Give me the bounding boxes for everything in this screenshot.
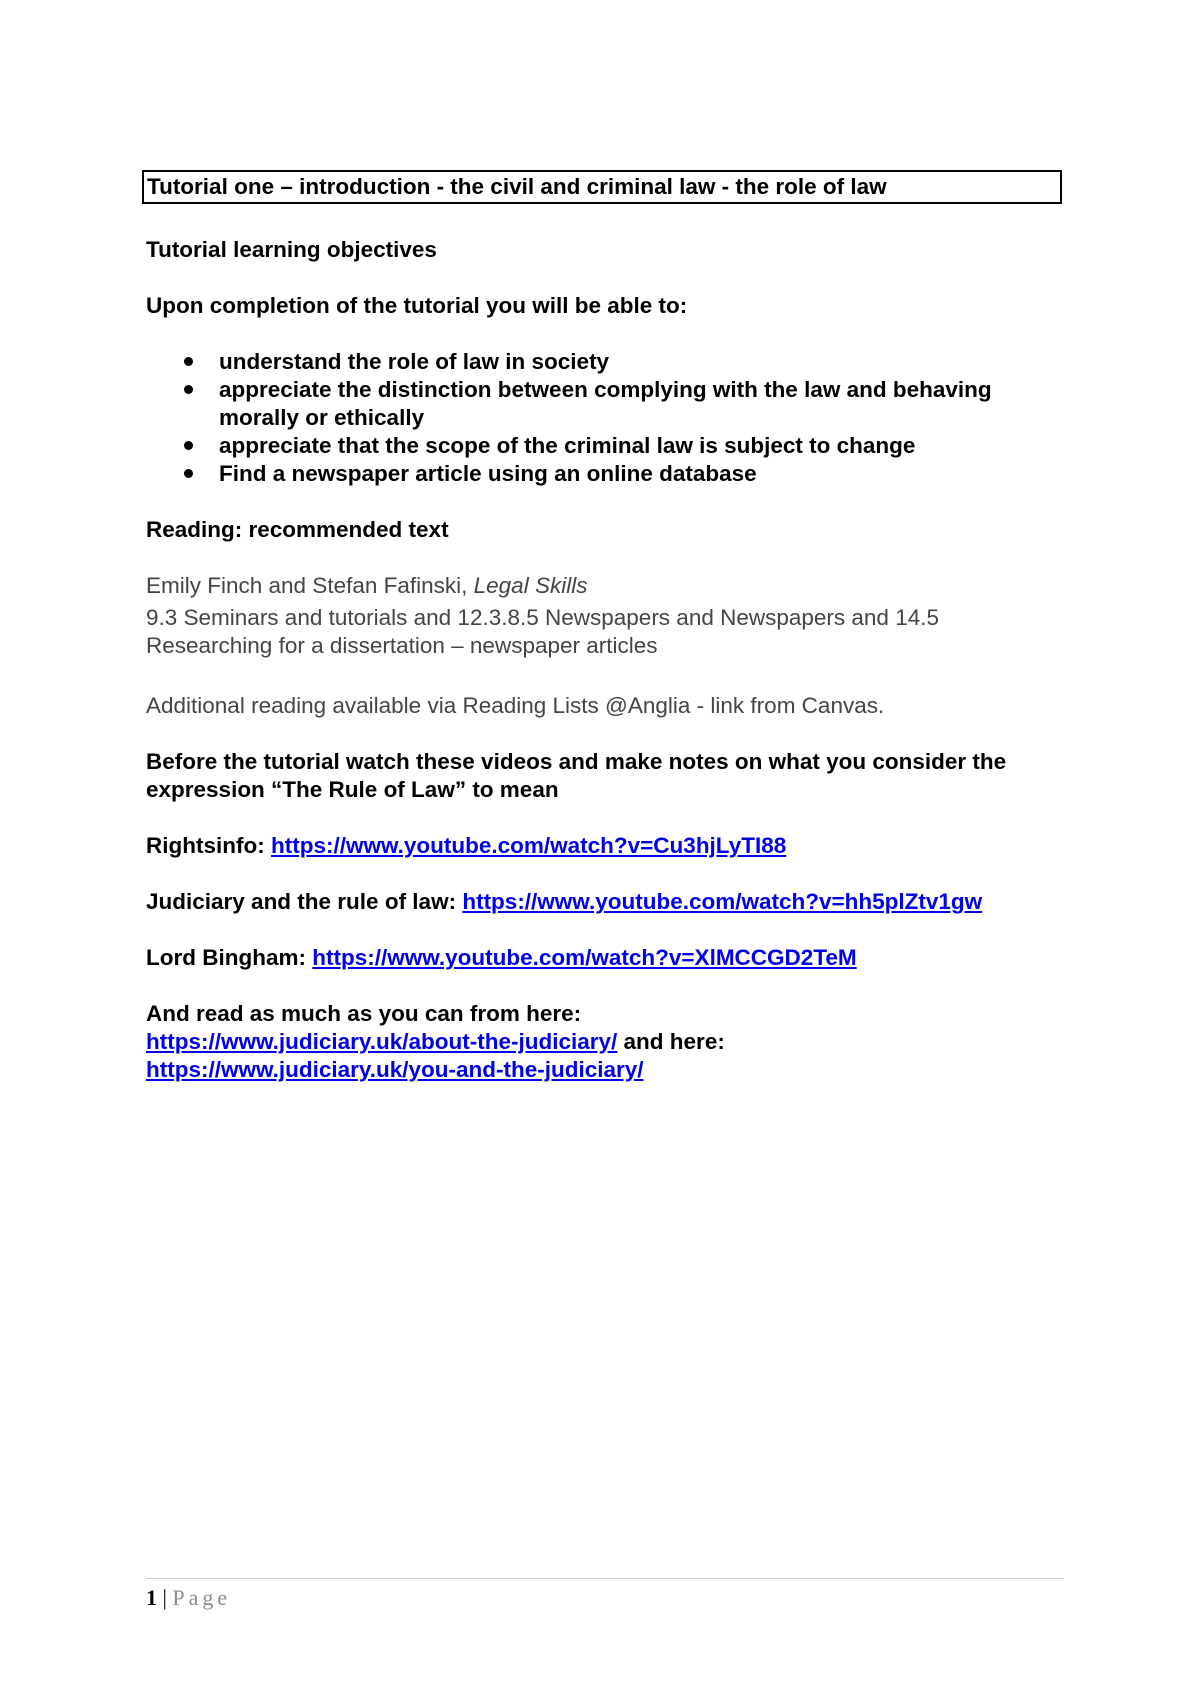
list-item	[146, 376, 1066, 432]
reading-sections: 9.3 Seminars and tutorials and 12.3.8.5 Newspapers and Newspapers and 14.5 Researching for a dissertation – newspaper articles	[146, 605, 939, 658]
judiciary-about-link[interactable]: https://www.judiciary.uk/about-the-judiciary/	[146, 1029, 618, 1054]
reading-authors: Emily Finch and Stefan Fafinski,	[146, 573, 474, 598]
video-bingham	[146, 944, 1066, 972]
read-more-line	[146, 1028, 1066, 1056]
additional-reading: Additional reading available via Reading Lists @Anglia - link from Canvas.	[146, 693, 885, 718]
completion-heading: Upon completion of the tutorial you will be able to:	[146, 293, 688, 318]
video-label: Rightsinfo:	[146, 833, 271, 858]
list-item	[146, 348, 1066, 376]
page-footer	[146, 1584, 231, 1612]
document-title: Tutorial one – introduction - the civil and criminal law - the role of law	[142, 170, 1062, 204]
bullet-icon	[184, 469, 193, 478]
videos-instruction: Before the tutorial watch these videos and make notes on what you consider the expression “The Rule of Law” to mean	[146, 749, 1007, 802]
objective-text: understand the role of law in society	[219, 349, 610, 374]
video-label: Judiciary and the rule of law:	[146, 889, 463, 914]
judiciary-you-link[interactable]: https://www.judiciary.uk/you-and-the-judiciary/	[146, 1057, 644, 1082]
video-judiciary	[146, 888, 1066, 916]
read-more-intro: And read as much as you can from here:	[146, 1001, 582, 1026]
footer-divider	[146, 1578, 1064, 1579]
read-more-join: and here:	[617, 1029, 725, 1054]
list-item	[146, 432, 1066, 460]
bullet-icon	[184, 385, 193, 394]
objective-text: appreciate that the scope of the criminal law is subject to change	[219, 433, 916, 458]
bullet-icon	[184, 357, 193, 366]
read-more-line-2	[146, 1056, 1066, 1084]
reading-heading: Reading: recommended text	[146, 517, 449, 542]
video-link-bingham[interactable]: https://www.youtube.com/watch?v=XlMCCGD2TeM	[312, 945, 857, 970]
reading-citation	[146, 572, 1066, 600]
video-rightsinfo	[146, 832, 1066, 860]
bullet-icon	[184, 441, 193, 450]
list-item	[146, 460, 1066, 488]
video-label: Lord Bingham:	[146, 945, 313, 970]
video-link-rightsinfo[interactable]: https://www.youtube.com/watch?v=Cu3hjLyTI88	[270, 833, 787, 858]
reading-book-title: Legal Skills	[473, 573, 588, 598]
footer-separator: |	[157, 1585, 173, 1610]
objectives-list	[146, 348, 1066, 488]
objective-text: appreciate the distinction between complying with the law and behaving morally or ethically	[219, 377, 992, 430]
video-link-judiciary[interactable]: https://www.youtube.com/watch?v=hh5plZtv1gw	[462, 889, 983, 914]
page-number: 1	[146, 1585, 157, 1610]
page-label: Page	[172, 1585, 232, 1610]
objectives-heading: Tutorial learning objectives	[146, 237, 437, 262]
objective-text: Find a newspaper article using an online database	[219, 461, 757, 486]
